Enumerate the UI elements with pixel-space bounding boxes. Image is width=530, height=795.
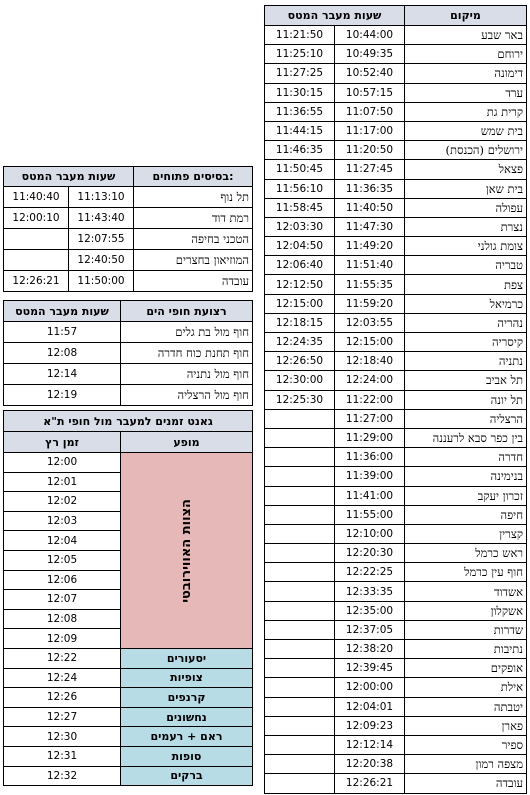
location-name: ספיר xyxy=(405,735,527,754)
pass-time-1: 12:22:25 xyxy=(335,563,405,582)
table-row xyxy=(265,544,527,563)
gantt-time: 12:22 xyxy=(4,648,121,668)
pass-time-1: 11:36:35 xyxy=(335,179,405,198)
pass-time-1: 11:29:00 xyxy=(335,428,405,447)
location-name: באר שבע xyxy=(405,26,527,45)
pass-time-1: 12:35:00 xyxy=(335,601,405,620)
location-name: בין כפר סבא לרעננה xyxy=(405,428,527,447)
location-name: שדרות xyxy=(405,620,527,639)
location-name: אשקלון xyxy=(405,601,527,620)
pass-time-2: 11:40:40 xyxy=(4,187,69,208)
pass-time-1: 12:15:00 xyxy=(335,333,405,352)
base-name: הטכני בחיפה xyxy=(134,229,253,250)
gantt-time: 12:02 xyxy=(4,492,121,512)
acrobatic-team-cell xyxy=(121,453,253,649)
location-name: יטבתה xyxy=(405,697,527,716)
pass-time-1: 11:20:50 xyxy=(335,141,405,160)
pass-time-2 xyxy=(265,544,335,563)
pass-time-2: 11:46:35 xyxy=(265,141,335,160)
gantt-time: 12:09 xyxy=(4,629,121,649)
table-row xyxy=(4,727,253,747)
pass-time-2: 12:26:50 xyxy=(265,352,335,371)
pass-time-2 xyxy=(265,697,335,716)
pass-time-2: 12:00:10 xyxy=(4,208,69,229)
pass-time-1: 12:38:20 xyxy=(335,640,405,659)
pass-time-2 xyxy=(265,467,335,486)
gantt-time: 12:03 xyxy=(4,511,121,531)
table-row xyxy=(4,322,253,343)
base-name: רמת דוד xyxy=(134,208,253,229)
location-name: ירוחם xyxy=(405,45,527,64)
table-row xyxy=(265,428,527,447)
location-name: נצרת xyxy=(405,217,527,236)
acrobatic-team-label: הצוות האווירובטי xyxy=(179,498,194,603)
main-location-header: מיקום xyxy=(405,6,527,26)
location-name: פצאל xyxy=(405,160,527,179)
table-row xyxy=(265,26,527,45)
location-name: ירושלים (הכנסת) xyxy=(405,141,527,160)
gantt-table xyxy=(3,410,253,786)
pass-time-2: 12:03:30 xyxy=(265,217,335,236)
pass-time-2 xyxy=(4,250,69,271)
pass-time-1: 11:40:50 xyxy=(335,198,405,217)
table-row xyxy=(265,755,527,774)
table-row xyxy=(4,208,253,229)
table-row xyxy=(265,448,527,467)
pass-time-1: 12:07:55 xyxy=(69,229,134,250)
pass-time-2 xyxy=(265,755,335,774)
pass-time-1: 11:59:20 xyxy=(335,294,405,313)
pass-time-1: 11:39:00 xyxy=(335,467,405,486)
gantt-time: 12:24 xyxy=(4,668,121,688)
beach-name: חוף מול נתניה xyxy=(121,364,253,385)
location-name: קיסריה xyxy=(405,333,527,352)
pass-time-2: 11:21:50 xyxy=(265,26,335,45)
table-row xyxy=(265,352,527,371)
table-row xyxy=(265,563,527,582)
location-name: פארן xyxy=(405,716,527,735)
table-row xyxy=(4,271,253,292)
table-row xyxy=(265,371,527,390)
pass-time-2: 11:30:15 xyxy=(265,83,335,102)
location-name: ראש כרמל xyxy=(405,544,527,563)
table-row xyxy=(4,766,253,786)
location-name: עובדה xyxy=(405,774,527,793)
location-name: אופקים xyxy=(405,659,527,678)
pass-time-1: 12:04:01 xyxy=(335,697,405,716)
pass-time-2: 12:18:15 xyxy=(265,313,335,332)
gantt-title: גאנט זמנים למעבר מול חופי ת"א xyxy=(4,411,253,432)
table-row xyxy=(265,697,527,716)
pass-time-1: 12:40:50 xyxy=(69,250,134,271)
location-name: תל אביב xyxy=(405,371,527,390)
table-row xyxy=(265,716,527,735)
pass-time-1: 11:51:40 xyxy=(335,256,405,275)
table-row xyxy=(265,735,527,754)
table-row xyxy=(265,313,527,332)
location-name: תל יונה xyxy=(405,390,527,409)
table-row xyxy=(265,102,527,121)
pass-time: 12:08 xyxy=(4,343,121,364)
pass-time-2 xyxy=(265,448,335,467)
pass-time: 12:14 xyxy=(4,364,121,385)
pass-time-1: 12:24:00 xyxy=(335,371,405,390)
location-name: כרמיאל xyxy=(405,294,527,313)
location-name: ערד xyxy=(405,83,527,102)
location-name: מצפה רמון xyxy=(405,755,527,774)
pass-time-1: 12:33:35 xyxy=(335,582,405,601)
table-row xyxy=(4,229,253,250)
pass-time-1: 11:55:35 xyxy=(335,275,405,294)
pass-time-1: 10:57:15 xyxy=(335,83,405,102)
location-name: חוף עין כרמל xyxy=(405,563,527,582)
pass-time-1: 10:44:00 xyxy=(335,26,405,45)
table-row xyxy=(4,385,253,406)
table-row xyxy=(265,505,527,524)
table-row xyxy=(265,659,527,678)
pass-time-2: 12:26:21 xyxy=(4,271,69,292)
pass-time-1: 11:43:40 xyxy=(69,208,134,229)
location-name: נתיבות xyxy=(405,640,527,659)
gantt-time: 12:08 xyxy=(4,609,121,629)
pass-time-2 xyxy=(265,563,335,582)
table-row xyxy=(265,486,527,505)
pass-time-2: 12:04:50 xyxy=(265,237,335,256)
pass-time-1: 11:55:00 xyxy=(335,505,405,524)
gantt-time: 12:00 xyxy=(4,453,121,473)
pass-time-2: 12:25:30 xyxy=(265,390,335,409)
base-name: עובדה xyxy=(134,271,253,292)
pass-time-2 xyxy=(265,582,335,601)
show-name: קרנפים xyxy=(121,688,253,708)
table-row xyxy=(4,364,253,385)
location-name: זכרון יעקב xyxy=(405,486,527,505)
pass-time-2 xyxy=(265,678,335,697)
pass-time-2: 12:24:35 xyxy=(265,333,335,352)
pass-time-1: 11:49:20 xyxy=(335,237,405,256)
table-row xyxy=(265,620,527,639)
table-row xyxy=(4,453,253,473)
table-row xyxy=(265,390,527,409)
beach-name: חוף תחנת כוח חדרה xyxy=(121,343,253,364)
beach-name: חוף מול הרצליה xyxy=(121,385,253,406)
location-name: עפולה xyxy=(405,198,527,217)
bases-name-header: בסיסים פתוחים: xyxy=(134,167,253,187)
table-row xyxy=(265,601,527,620)
gantt-time: 12:26 xyxy=(4,688,121,708)
table-row xyxy=(265,333,527,352)
pass-time-2 xyxy=(265,774,335,793)
table-row xyxy=(265,275,527,294)
location-name: טבריה xyxy=(405,256,527,275)
gantt-time: 12:30 xyxy=(4,727,121,747)
pass-time-1: 12:09:23 xyxy=(335,716,405,735)
pass-time-2: 12:30:00 xyxy=(265,371,335,390)
pass-time-1: 12:10:00 xyxy=(335,524,405,543)
pass-time-1: 12:37:05 xyxy=(335,620,405,639)
table-row xyxy=(4,707,253,727)
location-name: קצרין xyxy=(405,524,527,543)
location-name: חדרה xyxy=(405,448,527,467)
pass-time-2 xyxy=(265,716,335,735)
pass-time-2 xyxy=(265,524,335,543)
table-row xyxy=(265,409,527,428)
location-name: קרית גת xyxy=(405,102,527,121)
pass-time-1: 11:07:50 xyxy=(335,102,405,121)
location-name: אילת xyxy=(405,678,527,697)
location-name: נתניה xyxy=(405,352,527,371)
gantt-time: 12:32 xyxy=(4,766,121,786)
location-name: בנימינה xyxy=(405,467,527,486)
pass-time-1: 11:41:00 xyxy=(335,486,405,505)
pass-time-2 xyxy=(265,640,335,659)
location-name: בית שמש xyxy=(405,121,527,140)
pass-time-1: 11:47:30 xyxy=(335,217,405,236)
pass-time-2: 11:56:10 xyxy=(265,179,335,198)
pass-time-2: 11:50:45 xyxy=(265,160,335,179)
table-row xyxy=(4,688,253,708)
table-row xyxy=(265,179,527,198)
table-row xyxy=(265,83,527,102)
pass-time-1: 11:27:00 xyxy=(335,409,405,428)
table-row xyxy=(265,141,527,160)
pass-time-1: 12:18:40 xyxy=(335,352,405,371)
location-name: הרצליה xyxy=(405,409,527,428)
pass-time-2: 12:12:50 xyxy=(265,275,335,294)
pass-time-1: 11:50:00 xyxy=(69,271,134,292)
location-name: דימונה xyxy=(405,64,527,83)
pass-time-2: 12:15:00 xyxy=(265,294,335,313)
pass-time-2 xyxy=(265,505,335,524)
pass-time-2 xyxy=(265,735,335,754)
pass-time-2 xyxy=(265,486,335,505)
pass-time-1: 12:12:14 xyxy=(335,735,405,754)
beach-name: חוף מול בת גלים xyxy=(121,322,253,343)
pass-time-1: 12:20:30 xyxy=(335,544,405,563)
location-name: בית שאן xyxy=(405,179,527,198)
pass-time-1: 12:03:55 xyxy=(335,313,405,332)
main-times-table xyxy=(264,5,527,794)
table-row xyxy=(265,774,527,793)
beaches-times-header: שעות מעבר המטס xyxy=(4,301,121,322)
show-name: יסעורים xyxy=(121,648,253,668)
table-row xyxy=(4,746,253,766)
pass-time-2: 11:44:15 xyxy=(265,121,335,140)
pass-time-1: 12:26:21 xyxy=(335,774,405,793)
table-row xyxy=(265,678,527,697)
pass-time-1: 11:17:00 xyxy=(335,121,405,140)
gantt-time-header: זמן רץ xyxy=(4,432,121,453)
pass-time-2 xyxy=(265,620,335,639)
pass-time-2 xyxy=(265,659,335,678)
gantt-time: 12:01 xyxy=(4,472,121,492)
pass-time-2: 11:36:55 xyxy=(265,102,335,121)
table-row xyxy=(265,45,527,64)
table-row xyxy=(265,582,527,601)
base-name: המוזיאון בחצרים xyxy=(134,250,253,271)
pass-time: 12:19 xyxy=(4,385,121,406)
gantt-time: 12:07 xyxy=(4,590,121,610)
pass-time-1: 11:13:10 xyxy=(69,187,134,208)
pass-time-2 xyxy=(4,229,69,250)
pass-time-2 xyxy=(265,601,335,620)
show-name: נחשונים xyxy=(121,707,253,727)
table-row xyxy=(265,256,527,275)
pass-time-2: 12:06:40 xyxy=(265,256,335,275)
pass-time-1: 11:36:00 xyxy=(335,448,405,467)
location-name: חיפה xyxy=(405,505,527,524)
table-row xyxy=(4,343,253,364)
pass-time-1: 10:49:35 xyxy=(335,45,405,64)
table-row xyxy=(265,524,527,543)
gantt-time: 12:31 xyxy=(4,746,121,766)
gantt-show-header: מופע xyxy=(121,432,253,453)
table-row xyxy=(265,640,527,659)
pass-time-1: 11:27:45 xyxy=(335,160,405,179)
show-name: צופיות xyxy=(121,668,253,688)
pass-time-1: 12:39:45 xyxy=(335,659,405,678)
location-name: אשדוד xyxy=(405,582,527,601)
table-row xyxy=(4,250,253,271)
pass-time-1: 11:22:00 xyxy=(335,390,405,409)
pass-time-2: 11:58:45 xyxy=(265,198,335,217)
bases-table xyxy=(3,166,253,292)
table-row xyxy=(265,198,527,217)
table-row xyxy=(4,648,253,668)
pass-time: 11:57 xyxy=(4,322,121,343)
pass-time-1: 10:52:40 xyxy=(335,64,405,83)
location-name: צומת גולני xyxy=(405,237,527,256)
table-row xyxy=(265,294,527,313)
pass-time-2 xyxy=(265,409,335,428)
pass-time-1: 12:00:00 xyxy=(335,678,405,697)
main-times-header: שעות מעבר המטס xyxy=(265,6,405,26)
gantt-time: 12:27 xyxy=(4,707,121,727)
show-name: סופות xyxy=(121,746,253,766)
pass-time-1: 12:20:38 xyxy=(335,755,405,774)
location-name: נהריה xyxy=(405,313,527,332)
table-row xyxy=(265,237,527,256)
pass-time-2: 11:25:10 xyxy=(265,45,335,64)
gantt-time: 12:04 xyxy=(4,531,121,551)
location-name: צפת xyxy=(405,275,527,294)
table-row xyxy=(265,121,527,140)
table-row xyxy=(265,160,527,179)
show-name: ברקים xyxy=(121,766,253,786)
table-row xyxy=(4,187,253,208)
table-row xyxy=(265,217,527,236)
table-row xyxy=(265,64,527,83)
pass-time-2 xyxy=(265,428,335,447)
base-name: תל נוף xyxy=(134,187,253,208)
bases-times-header: שעות מעבר המטס xyxy=(4,167,134,187)
gantt-time: 12:06 xyxy=(4,570,121,590)
table-row xyxy=(265,467,527,486)
gantt-time: 12:05 xyxy=(4,550,121,570)
show-name: ראם + רעמים xyxy=(121,727,253,747)
table-row xyxy=(4,668,253,688)
beaches-table xyxy=(3,300,253,406)
pass-time-2: 11:27:25 xyxy=(265,64,335,83)
beaches-name-header: רצועת חופי הים xyxy=(121,301,253,322)
